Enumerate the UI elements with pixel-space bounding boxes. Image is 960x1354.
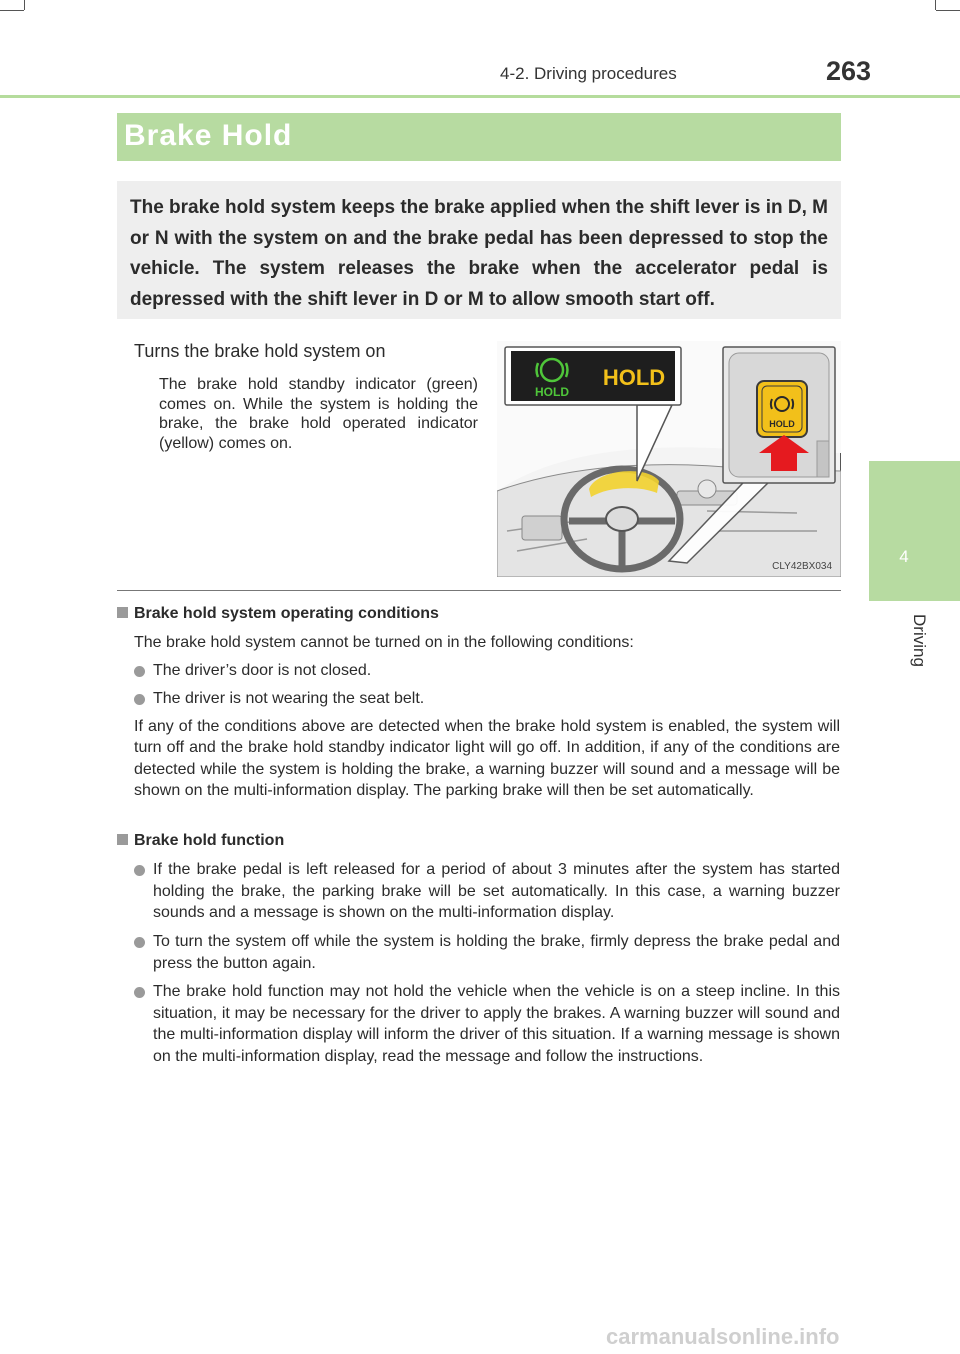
page-number: 263 [826, 56, 872, 86]
figure-code: CLY42BX034 [772, 561, 832, 572]
square-bullet-icon [117, 834, 128, 845]
crop-mark [0, 10, 24, 11]
section-divider [117, 590, 841, 591]
list-item [134, 688, 840, 710]
list-item [134, 931, 840, 974]
section-heading-text: Brake hold function [134, 832, 285, 849]
section-note: If any of the conditions above are detected when the brake hold system is enabled, the system will turn off and the brake hold standby indicator light will go off. In addition, if any of the conditions are detected while the system is holding the brake, a warning buzzer will sound and a message will be shown on the multi-information display. The parking brake will then be set automatically. [134, 718, 840, 799]
circle-bullet-icon [134, 987, 145, 998]
section-title-bar [117, 113, 841, 161]
crop-mark [935, 0, 936, 10]
dashboard-illustration [497, 341, 841, 577]
list-item-text: To turn the system off while the system is holding the brake, firmly depress the brake pedal and press the button again. [153, 933, 840, 972]
list-item-text: The driver’s door is not closed. [153, 662, 372, 679]
list-item-text: The driver is not wearing the seat belt. [153, 690, 425, 707]
chapter-tab [869, 461, 960, 601]
chapter-label: Driving [910, 614, 929, 667]
intro-text: The brake hold system keeps the brake applied when the shift lever is in D, M or N with the system on and the brake pedal has been depressed to stop the vehicle. The system releases the brake when the accelerator pedal is depressed with the shift lever in D or M to allow smooth start off. [130, 197, 828, 310]
circle-bullet-icon [134, 865, 145, 876]
header-section-title: 4-2. Driving procedures [500, 64, 677, 83]
list-item-text: If the brake pedal is left released for a period of about 3 minutes after the system has started holding the brake, the parking brake will be set automatically. In this case, a warning buzzer sounds and a message is shown on the multi-information display. [153, 861, 840, 921]
hold-standby-label: HOLD [535, 385, 569, 399]
list-item [134, 660, 840, 682]
hold-operated-indicator: HOLD [602, 365, 666, 390]
watermark: carmanualsonline.info [606, 1324, 840, 1349]
hold-button-label: HOLD [769, 419, 795, 429]
list-item [134, 981, 840, 1067]
list-item-text: The brake hold function may not hold the vehicle when the vehicle is on a steep incline. In this situation, it may be necessary for the driver to apply the brakes. A warning buzzer will sound and the multi-information display will inform the driver of this situation. If a warning message is shown on the multi-information display, read the message and follow the instructions. [153, 983, 840, 1065]
crop-mark [936, 10, 960, 11]
section-lead: The brake hold system cannot be turned on in the following conditions: [134, 634, 634, 651]
page-title: Brake Hold [124, 119, 293, 152]
circle-bullet-icon [134, 666, 145, 677]
circle-bullet-icon [134, 937, 145, 948]
crop-mark [24, 0, 25, 10]
header-rule [0, 95, 960, 98]
list-item [134, 859, 840, 924]
section-heading-brake-hold-function [117, 832, 284, 850]
section-heading-text: Brake hold system operating conditions [134, 605, 439, 622]
section-heading-operating-conditions [117, 605, 439, 623]
circle-bullet-icon [134, 694, 145, 705]
step-heading: Turns the brake hold system on [134, 341, 386, 361]
chapter-number: 4 [899, 547, 909, 566]
step-detail: The brake hold standby indicator (green) comes on. While the system is holding the brake, the brake hold operated indicator (yellow) comes on. [159, 376, 478, 452]
intro-box [117, 181, 841, 319]
square-bullet-icon [117, 607, 128, 618]
brake-hold-button [757, 381, 807, 437]
